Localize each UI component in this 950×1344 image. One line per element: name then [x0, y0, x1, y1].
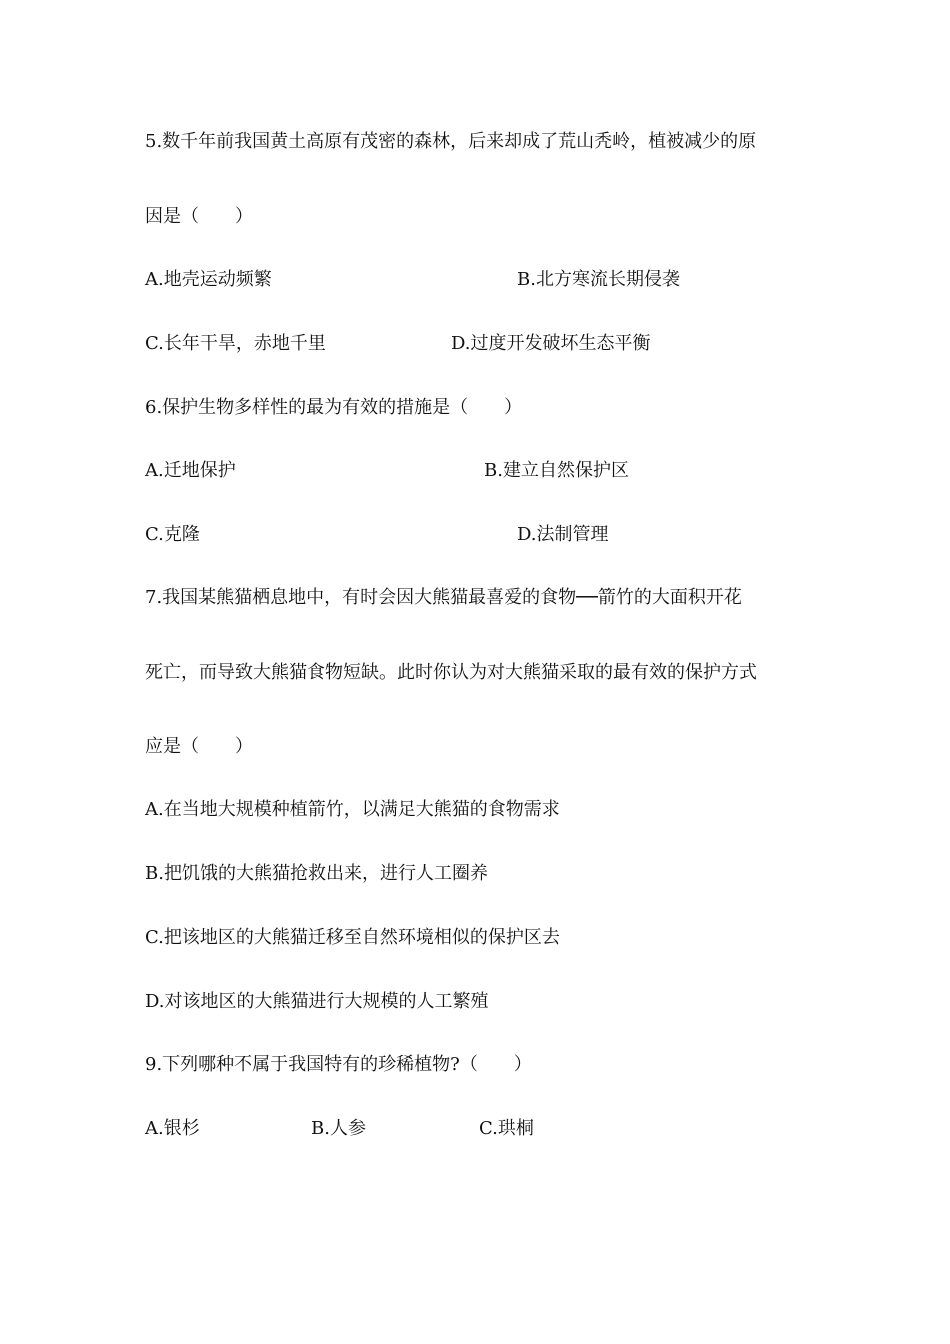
q5-option-d: D.过度开发破坏生态平衡: [451, 333, 651, 354]
q7-stem-line3: 应是（ ）: [145, 736, 253, 757]
q6-option-c: C.克隆: [145, 524, 200, 545]
q7-option-a: A.在当地大规模种植箭竹，以满足大熊猫的食物需求: [145, 799, 560, 820]
q7-option-c: C.把该地区的大熊猫迁移至自然环境相似的保护区去: [145, 927, 560, 948]
q6-option-b: B.建立自然保护区: [484, 460, 629, 481]
q9-stem: 9.下列哪种不属于我国特有的珍稀植物?（ ）: [145, 1054, 532, 1075]
q7-option-b: B.把饥饿的大熊猫抢救出来，进行人工圈养: [145, 863, 488, 884]
q9-option-c: C.珙桐: [479, 1118, 534, 1139]
q5-stem-line1: 5.数千年前我国黄土高原有茂密的森林，后来却成了荒山秃岭，植被减少的原: [145, 131, 757, 152]
q6-option-a: A.迁地保护: [145, 460, 236, 481]
q5-option-c: C.长年干旱，赤地千里: [145, 333, 326, 354]
q5-option-a: A.地壳运动频繁: [145, 269, 272, 290]
q6-stem: 6.保护生物多样性的最为有效的措施是（ ）: [145, 397, 523, 418]
q5-stem-line2: 因是（ ）: [145, 206, 253, 227]
q9-option-a: A.银杉: [145, 1118, 200, 1139]
q6-option-d: D.法制管理: [517, 524, 609, 545]
q7-stem-line1: 7.我国某熊猫栖息地中，有时会因大熊猫最喜爱的食物──箭竹的大面积开花: [145, 587, 742, 608]
q5-option-b: B.北方寒流长期侵袭: [517, 269, 680, 290]
q7-option-d: D.对该地区的大熊猫进行大规模的人工繁殖: [145, 991, 489, 1012]
q9-option-b: B.人参: [311, 1118, 366, 1139]
q7-stem-line2: 死亡，而导致大熊猫食物短缺。此时你认为对大熊猫采取的最有效的保护方式: [145, 662, 757, 683]
